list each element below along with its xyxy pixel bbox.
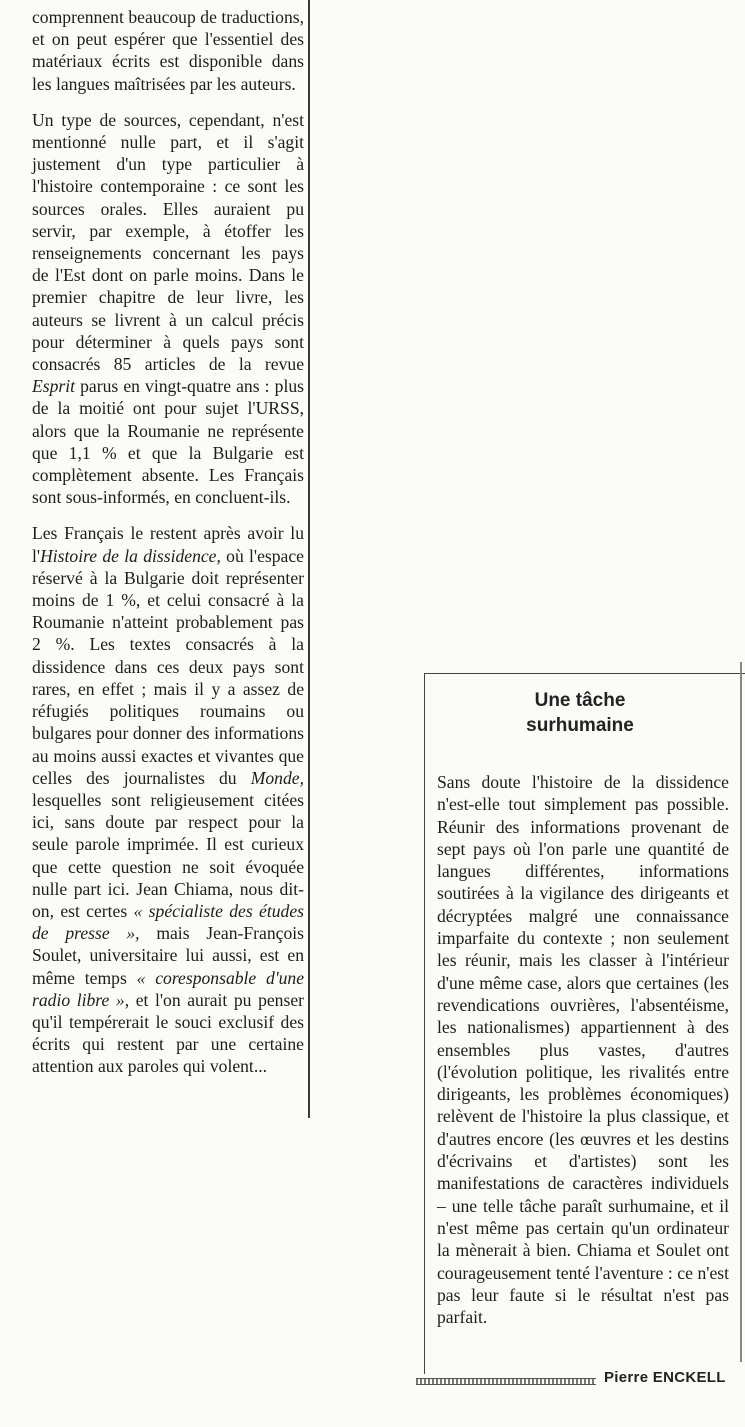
author-signature: Pierre ENCKELL (604, 1369, 726, 1386)
quote-radio-libre: « coresponsable d'une radio libre », (32, 967, 305, 1010)
paragraph-3-text-c: lesquelles sont religieusement citées ici, sans doute par respect pour la seule parole imprimée. Il est curieux que cette question ne soit évoquée nulle part ici. Jean Chiama, nous dit-on, est certes (32, 789, 304, 921)
journal-title-esprit: Esprit (32, 376, 76, 397)
paragraph-2-text-b: parus en vingt-quatre ans : plus de la moitié ont pour sujet l'URSS, alors que la Roumanie ne représente que 1,1 % et que la Bulgarie est complètement absente. Les Français sont sous-informés, en concluent-ils. (32, 376, 304, 508)
box-title-line-2: surhumaine (526, 715, 634, 736)
box-body (437, 771, 729, 1328)
quote-specialiste: « spécialiste des études de presse », (32, 900, 304, 944)
left-column (32, 6, 304, 1092)
paragraph-3-text-b: où l'espace réservé à la Bulgarie doit représenter moins de 1 %, et celui consacré à la Roumanie n'atteint probablement pas 2 %. Les textes consacrés à la dissidence dans ces deux pays sont rares, en effet ; mais il y a assez de réfugiés politiques roumains ou bulgares pour donner des informations au moins aussi exactes et vivantes que celles des journalistes du (32, 545, 304, 788)
signature-rule (416, 1378, 596, 1385)
sidebar-box (424, 673, 745, 1374)
box-right-rule (740, 662, 742, 1362)
paragraph-2 (32, 109, 304, 509)
book-title: Histoire de la dissidence, (40, 545, 221, 566)
paragraph-1-text: comprennent beaucoup de traductions, et on peut espérer que l'essentiel des matériaux écrits est disponible dans les langues maîtrisées par les auteurs. (32, 7, 304, 94)
paragraph-3 (32, 522, 304, 1077)
paragraph-3-text-a: Les Français le restent après avoir lu l' (32, 523, 304, 566)
box-title-line-1: Une tâche (534, 690, 626, 711)
box-paragraph: Sans doute l'histoire de la dissidence n'est-elle tout simplement pas possible. Réunir des informations provenant de sept pays où l'on parle une quantité de langues différentes, informations soutirées à la vigilance des dirigeants et décryptées malgré une connaissance imparfaite du contexte ; non seulement les réunir, mais les classer à l'intérieur d'une même case, alors que certaines (les revendications ouvrières, l'absentéisme, les nationalismes) appartiennent à des ensembles plus vastes, d'autres (l'évolution politique, les rivalités entre dirigeants, les problèmes économiques) relèvent de l'histoire la plus classique, et d'autres encore (les œuvres et les destins d'écrivains et d'artistes) sont les manifestations de caractères individuels – une telle tâche paraît surhumaine, et il n'est même pas certain qu'un ordinateur la mènerait à bien. Chiama et Soulet ont courageusement tenté l'aventure : ce n'est pas leur faute si le résultat n'est pas parfait. (437, 772, 729, 1328)
paragraph-1 (32, 6, 304, 95)
paragraph-2-text-a: Un type de sources, cependant, n'est mentionné nulle part, et il s'agit justement d'un type particulier à l'histoire contemporaine : ce sont les sources orales. Elles auraient pu servir, par exemple, à étoffer les renseignements concernant les pays de l'Est dont on parle moins. Dans le premier chapitre de leur livre, les auteurs se livrent à un calcul précis pour déterminer à quels pays sont consacrés 85 articles de la revue (32, 109, 304, 375)
newspaper-title-monde: Monde, (250, 767, 304, 788)
paragraph-3-text-e: et l'on aurait pu penser qu'il tempérerait le souci exclusif des écrits qui restent par une certaine attention aux paroles qui volent... (32, 989, 304, 1077)
paragraph-3-text-d: mais Jean-François Soulet, universitaire lui aussi, est en même temps (32, 923, 304, 988)
column-rule (308, 0, 310, 1118)
box-title (425, 688, 735, 738)
